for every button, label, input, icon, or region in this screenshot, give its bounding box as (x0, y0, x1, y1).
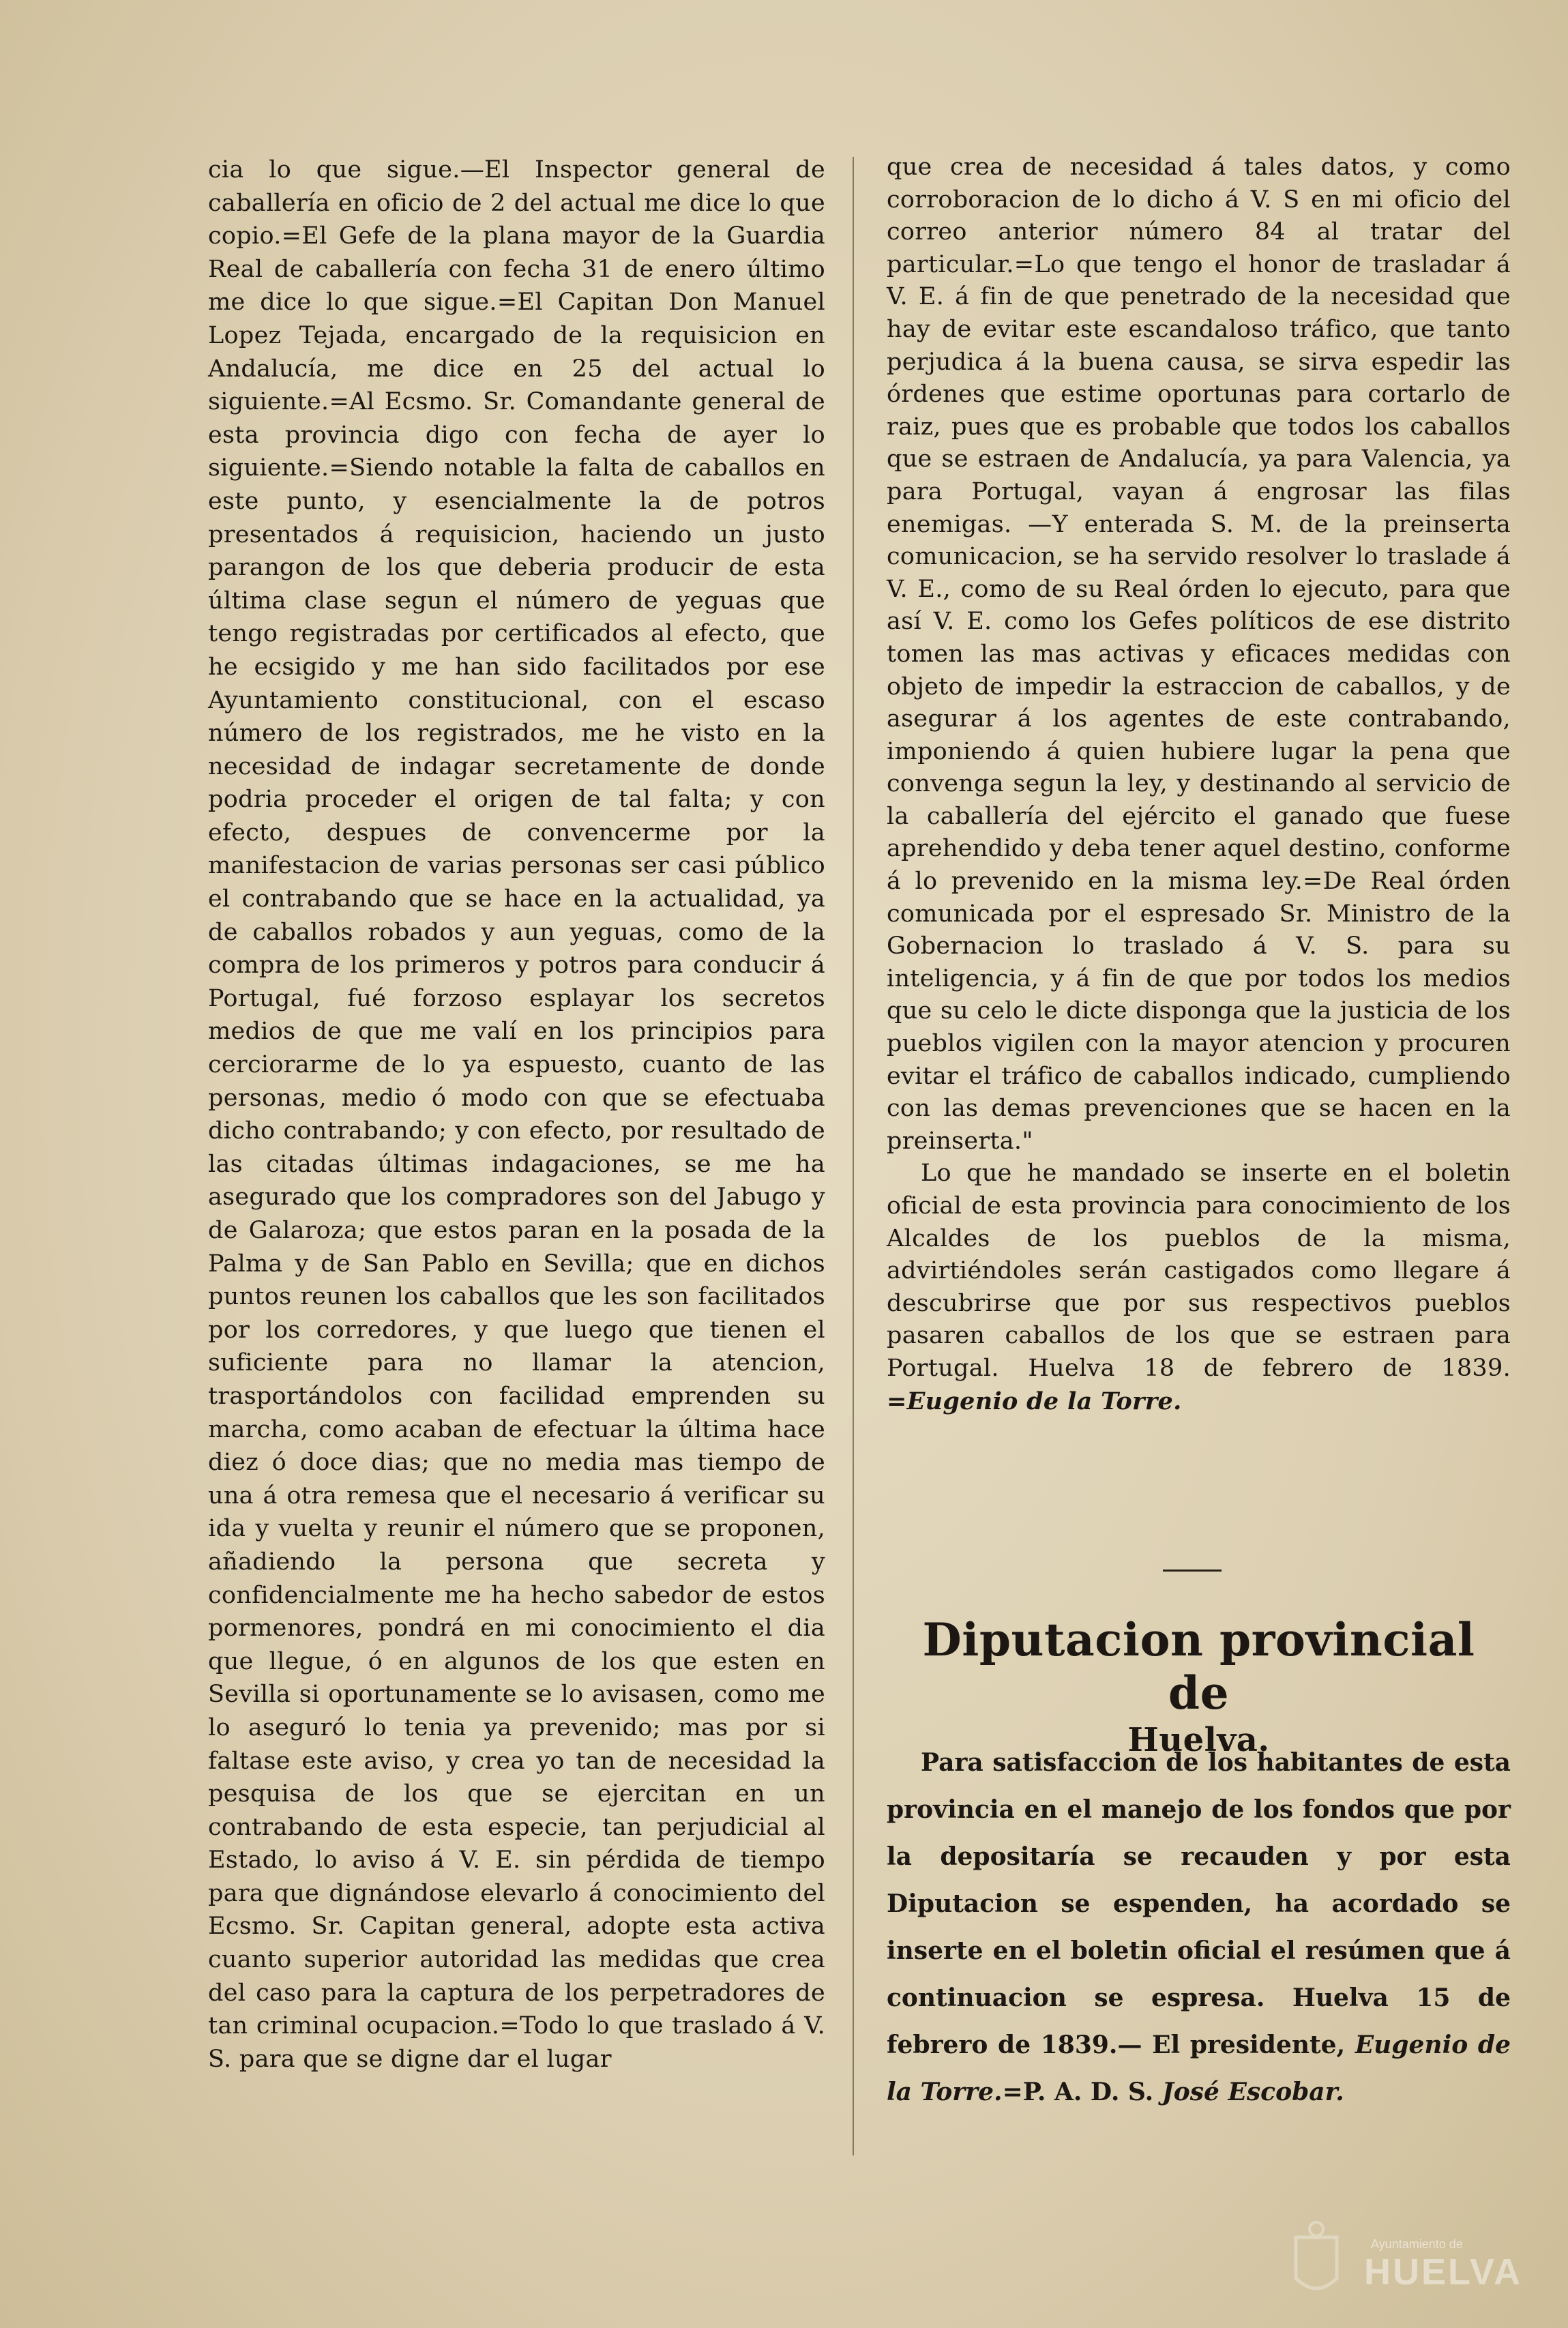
watermark-small: Ayuntamiento de (1371, 2237, 1463, 2251)
section-heading (887, 1613, 1511, 1760)
left-column-text: cia lo que sigue.—El Inspector general de caballería en oficio de 2 del actual me dice lo que copio.=El Gefe de la plana mayor de la Guardia Real de caballería con fecha 31 de enero último me dice lo que sigue.=El Capitan Don Manuel Lopez Tejada, encargado de la requisicion en Andalucía, me dice en 25 del actual lo siguiente.=Al Ecsmo. Sr. Comandante general de esta provincia digo con fecha de ayer lo siguiente.=Siendo notable la falta de caballos en este punto, y esencialmente la de potros presentados á requisicion, haciendo un justo parangon de los que deberia producir de esta última clase segun el número de yeguas que tengo registradas por certificados al efecto, que he ecsigido y me han sido facilitados por ese Ayuntamiento constitucional, con el escaso número de los registrados, me he visto en la necesidad de indagar secretamente de donde podria proceder el origen de tal falta; y con efecto, despues de convencerme por la manifestacion de varias personas ser casi público el contrabando que se hace en la actualidad, ya de caballos robados y aun yeguas, como de la compra de los primeros y potros para conducir á Portugal, fué forzoso esplayar los secretos medios de que me valí en los principios para cerciorarme de lo ya espuesto, cuanto de las personas, medio ó modo con que se efectuaba dicho contrabando; y con efecto, por resultado de las citadas últimas indagaciones, se me ha asegurado que los compradores son del Jabugo y de Galaroza; que estos paran en la posada de la Palma y de San Pablo en Sevilla; que en dichos puntos reunen los caballos que les son facilitados por los corredores, y que luego que tienen el suficiente para no llamar la atencion, trasportándolos con facilidad emprenden su marcha, como acaban de efectuar la última hace diez ó doce dias; que no media mas tiempo de una á otra remesa que el necesario á verificar su ida y vuelta y reunir el número que se proponen, añadiendo la persona que secreta y confidencialmente me ha hecho sabedor de estos pormenores, pondrá en mi conocimiento el dia que llegue, ó en algunos de los que esten en Sevilla si oportunamente se lo avisasen, como me lo aseguró lo tenia ya prevenido; mas por si faltase este aviso, y crea yo tan de necesidad la pesquisa de los que se ejercitan en un contrabando de esta especie, tan perjudicial al Estado, lo aviso á V. E. sin pérdida de tiempo para que dignándose elevarlo á conocimiento del Ecsmo. Sr. Capitan general, adopte esta activa cuanto superior autoridad las medidas que crea del caso para la captura de los perpetradores de tan criminal ocupacion.=Todo lo que traslado á V. S. para que se digne dar el lugar (208, 156, 825, 2073)
signature-eugenio: =Eugenio de la Torre. (887, 1387, 1182, 1415)
section-body: Para satisfaccion de los habitantes de esta provincia en el manejo de los fondos que por la depositaría se recauden y por esta Diputacion se espenden, ha acordado se inserte en el boletin oficial el resúmen que á continuacion se espresa. Huelva 15 de febrero de 1839.— El presidente, (887, 1748, 1511, 2059)
right-column (887, 151, 1511, 1418)
column-divider (853, 157, 854, 2155)
section-title: Diputacion provincial de (922, 1613, 1475, 1720)
right-column-body: que crea de necesidad á tales datos, y como corroboracion de lo dicho á V. S en mi oficio del correo anterior número 84 al tratar del particular.=Lo que tengo el honor de trasladar á V. E. á fin de que penetrado de la necesidad que hay de evitar este escandaloso tráfico, que tanto perjudica á la buena causa, se sirva espedir las órdenes que estime oportunas para cortarlo de raiz, pues que es probable que todos los caballos que se estraen de Andalucía, ya para Valencia, ya para Portugal, vayan á engrosar las filas enemigas. —Y enterada S. M. de la preinserta comunicacion, se ha servido resolver lo traslade á V. E., como de su Real órden lo ejecuto, para que así V. E. como los Gefes políticos de ese distrito tomen las mas activas y eficaces medidas con objeto de impedir la estraccion de caballos, y de asegurar á los agentes de este contrabando, imponiendo á quien hubiere lugar la pena que convenga segun la ley, y destinando al servicio de la caballería del ejército el ganado que fuese aprehendido y deba tener aquel destino, conforme á lo prevenido en la misma ley.=De Real órden comunicada por el espresado Sr. Ministro de la Gobernacion lo traslado á V. S. para su inteligencia, y á fin de que por todos los medios que su celo le dicte disponga que la justicia de los pueblos vigilen con la mayor atencion y procuren evitar el tráfico de caballos indicado, cumpliendo con las demas prevenciones que se hacen en la preinserta." (887, 153, 1511, 1155)
section-separator (1163, 1570, 1222, 1572)
section-signature: Eugenio de la Torre. (887, 2031, 1511, 2106)
order-text: Lo que he mandado se inserte en el boletin oficial de esta provincia para conocimiento de los Alcaldes de los pueblos de la misma, advirtiéndoles serán castigados como llegare á descubrirse que por sus respectivos pueblos pasaren caballos de los que se estraen para Portugal. Huelva 18 de febrero de 1839. (887, 1160, 1511, 1382)
section-signature-2: =P. A. D. S. (1002, 2078, 1154, 2106)
section-paragraph (887, 1739, 1511, 2116)
right-column-order (887, 1158, 1511, 1418)
left-column (208, 153, 825, 2076)
watermark-text: HUELVA (1364, 2252, 1522, 2293)
section-signature-3: José Escobar. (1162, 2078, 1344, 2106)
section-title-2: Huelva. (1127, 1721, 1270, 1759)
